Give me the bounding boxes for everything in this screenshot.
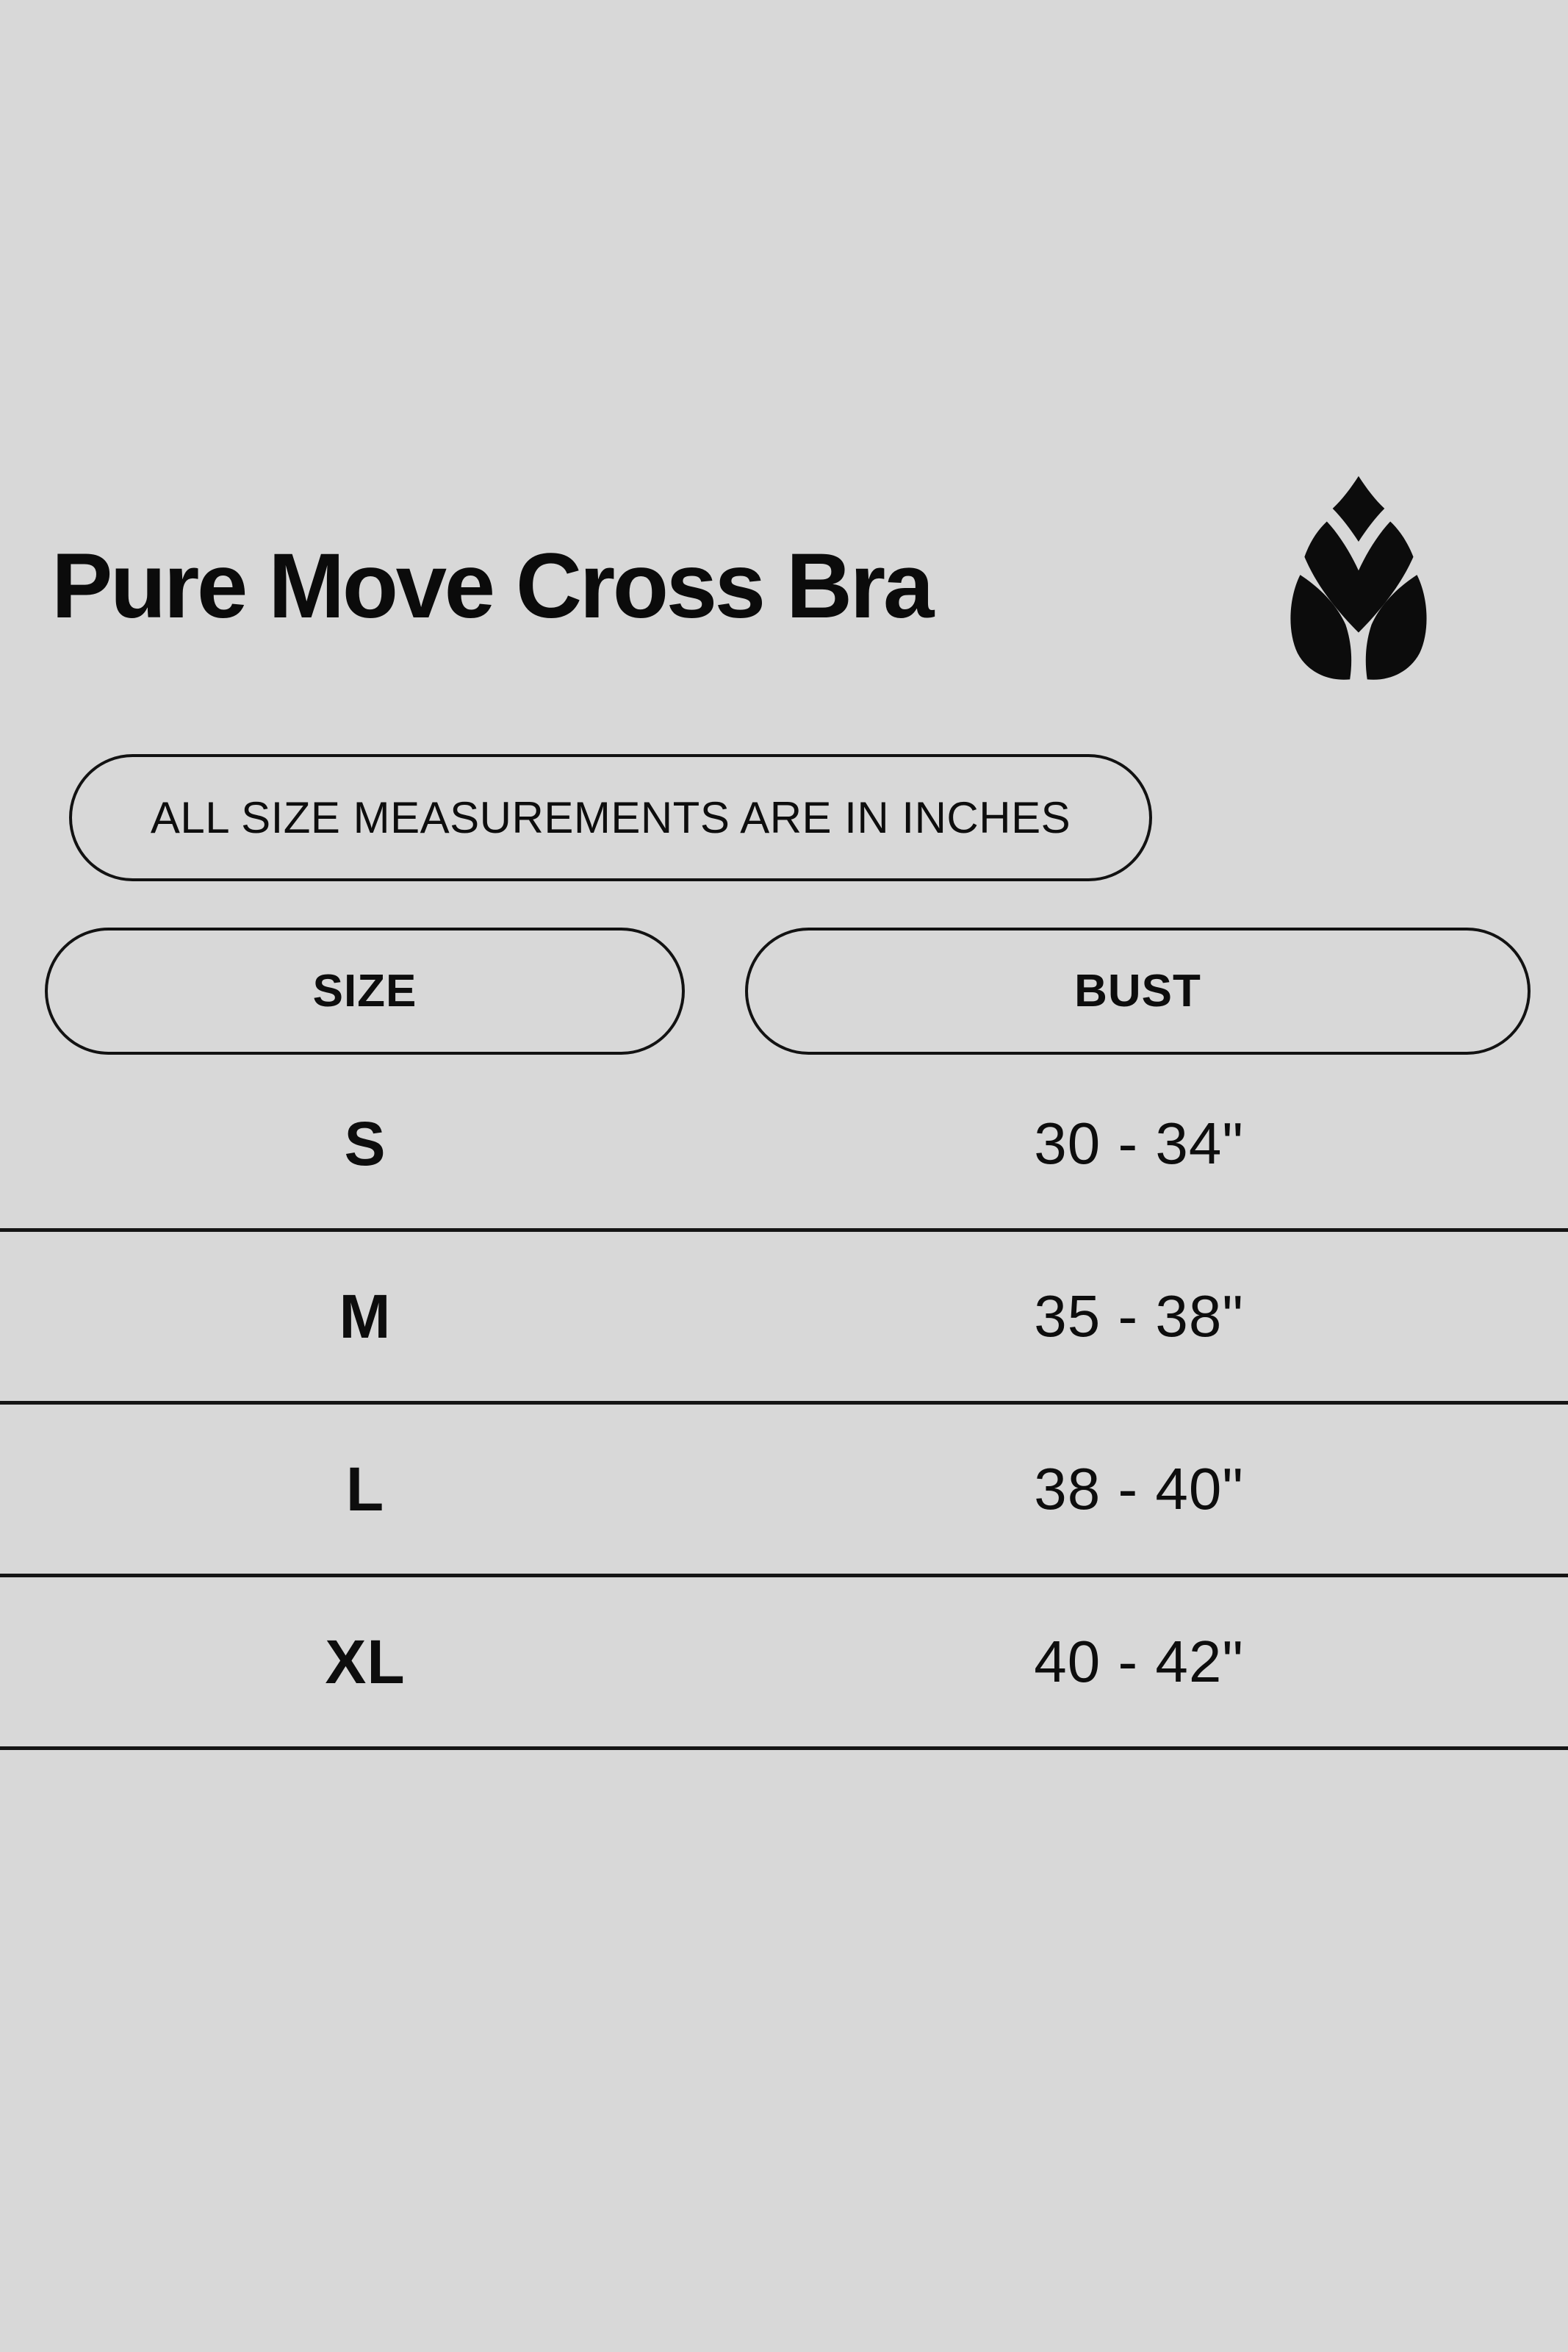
- bust-value: 40 - 42": [1034, 1629, 1244, 1694]
- measurement-note-pill: [69, 754, 1152, 881]
- measurement-note-text: ALL SIZE MEASUREMENTS ARE IN INCHES: [150, 793, 1071, 842]
- size-value: M: [339, 1281, 392, 1351]
- size-value: L: [345, 1454, 385, 1524]
- column-header-bust-label: BUST: [1074, 966, 1201, 1017]
- lotus-logo-icon: [1281, 470, 1433, 688]
- bust-value: 38 - 40": [1034, 1456, 1244, 1521]
- column-header-size-label: SIZE: [312, 966, 417, 1017]
- table-row-m: [0, 1232, 1568, 1405]
- column-header-size: [45, 928, 685, 1055]
- table-row-l: [0, 1405, 1568, 1577]
- column-header-bust: [745, 928, 1531, 1055]
- bust-value: 35 - 38": [1034, 1283, 1244, 1349]
- table-row-xl: [0, 1577, 1568, 1750]
- page-title: Pure Move Cross Bra: [51, 535, 932, 637]
- size-value: S: [344, 1108, 386, 1178]
- table-row-s: [0, 1059, 1568, 1232]
- size-table: [0, 1059, 1568, 1750]
- size-value: XL: [325, 1627, 406, 1696]
- bust-value: 30 - 34": [1034, 1111, 1244, 1176]
